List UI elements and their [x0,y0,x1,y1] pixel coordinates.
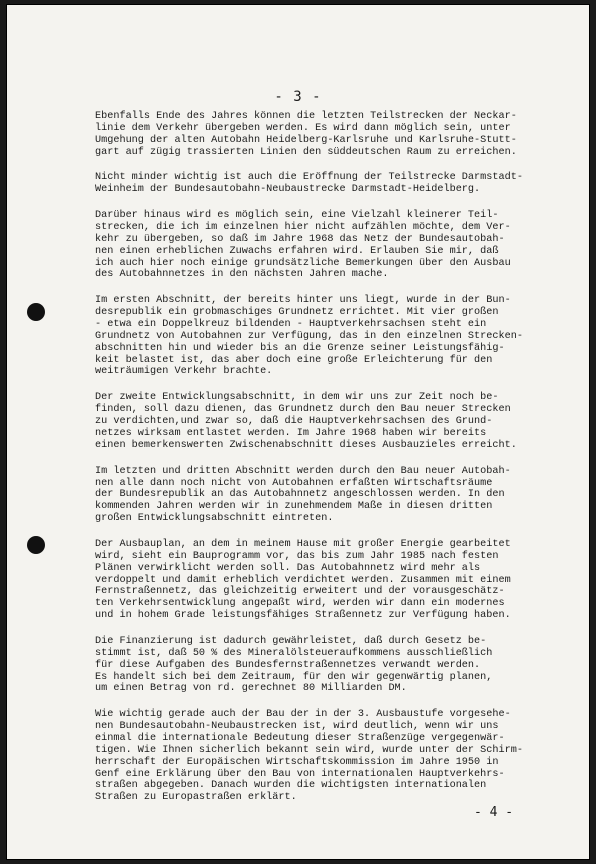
text-line: Im ersten Abschnitt, der bereits hinter uns liegt, wurde in der Bun- [95,295,511,307]
paragraph [95,111,579,158]
text-line: weiträumigen Verkehr brachte. [95,366,273,378]
text-line: netzes wirksam entlastet werden. Im Jahre 1968 haben wir bereits [95,427,487,439]
text-line: großen Entwicklungsabschnitt eintreten. [95,513,334,525]
text-line: Genf eine Erklärung über den Bau von internationalen Hauptverkehrs- [95,768,505,780]
paragraph [95,392,579,451]
text-line: wird, sieht ein Bauprogramm vor, das bis zum Jahr 1985 nach festen [95,550,499,562]
paragraph [95,210,579,281]
text-line: desrepublik ein grobmaschiges Grundnetz errichtet. Mit vier großen [95,307,499,319]
text-line: Der Ausbauplan, an dem in meinem Hause mit großer Energie gearbeitet [95,539,511,551]
text-line: nen einen erheblichen Zuwachs erfahren wird. Erlauben Sie mir, daß [95,245,499,257]
text-line: keit belastet ist, das aber doch eine große Erleichterung für den [95,354,493,366]
punch-hole-bottom [27,536,45,554]
text-line: stimmt ist, daß 50 % des Mineralölsteueraufkommens ausschließlich [95,647,493,659]
punch-hole-top [27,303,45,321]
text-line: Ebenfalls Ende des Jahres können die letzten Teilstrecken der Neckar- [95,111,517,122]
text-line: einmal die internationale Bedeutung dieser Straßenzüge vergegenwär- [95,733,505,745]
text-line: Plänen verwirklicht werden soll. Das Autobahnnetz wird mehr als [95,562,481,574]
paragraph [95,709,579,804]
text-line: Die Finanzierung ist dadurch gewährleistet, daß durch Gesetz be- [95,636,487,648]
text-line: ich auch hier noch einige grundsätzliche Bemerkungen über den Ausbau [95,257,511,269]
text-line: nen Bundesautobahn-Neubaustrecken ist, wird deutlich, wenn wir uns [95,721,499,733]
text-line: der Bundesrepublik an das Autobahnnetz angeschlossen werden. In den [95,489,505,501]
text-line: linie dem Verkehr übergeben werden. Es wird dann möglich sein, unter [95,122,511,134]
text-line: Es handelt sich bei dem Zeitraum, für den wir gegenwärtig planen, [95,671,493,683]
text-line: zu verdichten,und zwar so, daß die Hauptverkehrsachsen des Grund- [95,416,493,428]
text-line: und in hohem Grade leistungsfähiges Straßennetz zur Verfügung haben. [95,610,511,622]
paragraph [95,539,579,622]
text-line: Fernstraßennetz, das gleichzeitig erweitert und der vorausgeschätz- [95,586,505,598]
paragraph [95,172,579,196]
text-line: kehr zu übergeben, so daß im Jahre 1968 das Netz der Bundesautobah- [95,233,505,245]
text-line: finden, soll dazu dienen, das Grundnetz durch den Bau neuer Strecken [95,404,511,416]
text-line: tigen. Wie Ihnen sicherlich bekannt sein wird, wurde unter der Schirm- [95,744,523,756]
paragraph [95,295,579,378]
text-line: nen alle dann noch nicht von Autobahnen erfaßten Wirtschaftsräume [95,477,493,489]
text-line: Weinheim der Bundesautobahn-Neubaustrecke Darmstadt-Heidelberg. [95,184,481,196]
text-line: straßen abgegeben. Danach wurden die wichtigsten internationalen [95,780,487,792]
text-line: Straßen zu Europastraßen erklärt. [95,792,297,804]
text-line: strecken, die ich im einzelnen hier nicht aufzählen möchte, dem Ver- [95,222,511,234]
page-number: - 3 - [274,89,322,105]
paragraph [95,466,579,525]
text-line: für diese Aufgaben des Bundesfernstraßennetzes verwandt werden. [95,659,481,671]
text-line: des Autobahnnetzes in den nächsten Jahren mache. [95,269,389,281]
text-line: - etwa ein Doppelkreuz bildenden - Hauptverkehrsachsen steht ein [95,319,487,331]
continuation-marker: - 4 - [474,805,514,820]
text-line: Grundnetz von Autobahnen zur Verfügung, das in den einzelnen Strecken- [95,330,523,342]
document-page [6,4,590,860]
text-line: ten Verkehrsentwicklung angepaßt wird, werden wir dann ein modernes [95,598,505,610]
text-line: abschnitten hin und wieder bis an die Grenze seiner Leistungsfähig- [95,342,505,354]
text-line: herrschaft der Europäischen Wirtschaftskommission im Jahre 1950 in [95,756,499,768]
text-line: einen bemerkenswerten Zwischenabschnitt dieses Ausbauzieles erreicht. [95,439,517,451]
paragraph [95,636,579,695]
body-text [95,111,579,818]
text-line: kommenden Jahren werden wir in zunehmendem Maße in diesen dritten [95,501,493,513]
text-line: Im letzten und dritten Abschnitt werden durch den Bau neuer Autobah- [95,465,511,477]
text-line: Nicht minder wichtig ist auch die Eröffnung der Teilstrecke Darmstadt- [95,172,523,184]
text-line: Darüber hinaus wird es möglich sein, eine Vielzahl kleinerer Teil- [95,210,499,222]
text-line: verdoppelt und damit erheblich verdichtet werden. Zusammen mit einem [95,574,511,586]
text-line: Wie wichtig gerade auch der Bau der in der 3. Ausbaustufe vorgesehe- [95,709,511,721]
text-line: gart auf zügig trassierten Linien den süddeutschen Raum zu erreichen. [95,146,517,158]
text-line: Umgehung der alten Autobahn Heidelberg-Karlsruhe und Karlsruhe-Stutt- [95,134,517,146]
text-line: um einen Betrag von rd. gerechnet 80 Milliarden DM. [95,683,407,695]
text-line: Der zweite Entwicklungsabschnitt, in dem wir uns zur Zeit noch be- [95,392,499,404]
